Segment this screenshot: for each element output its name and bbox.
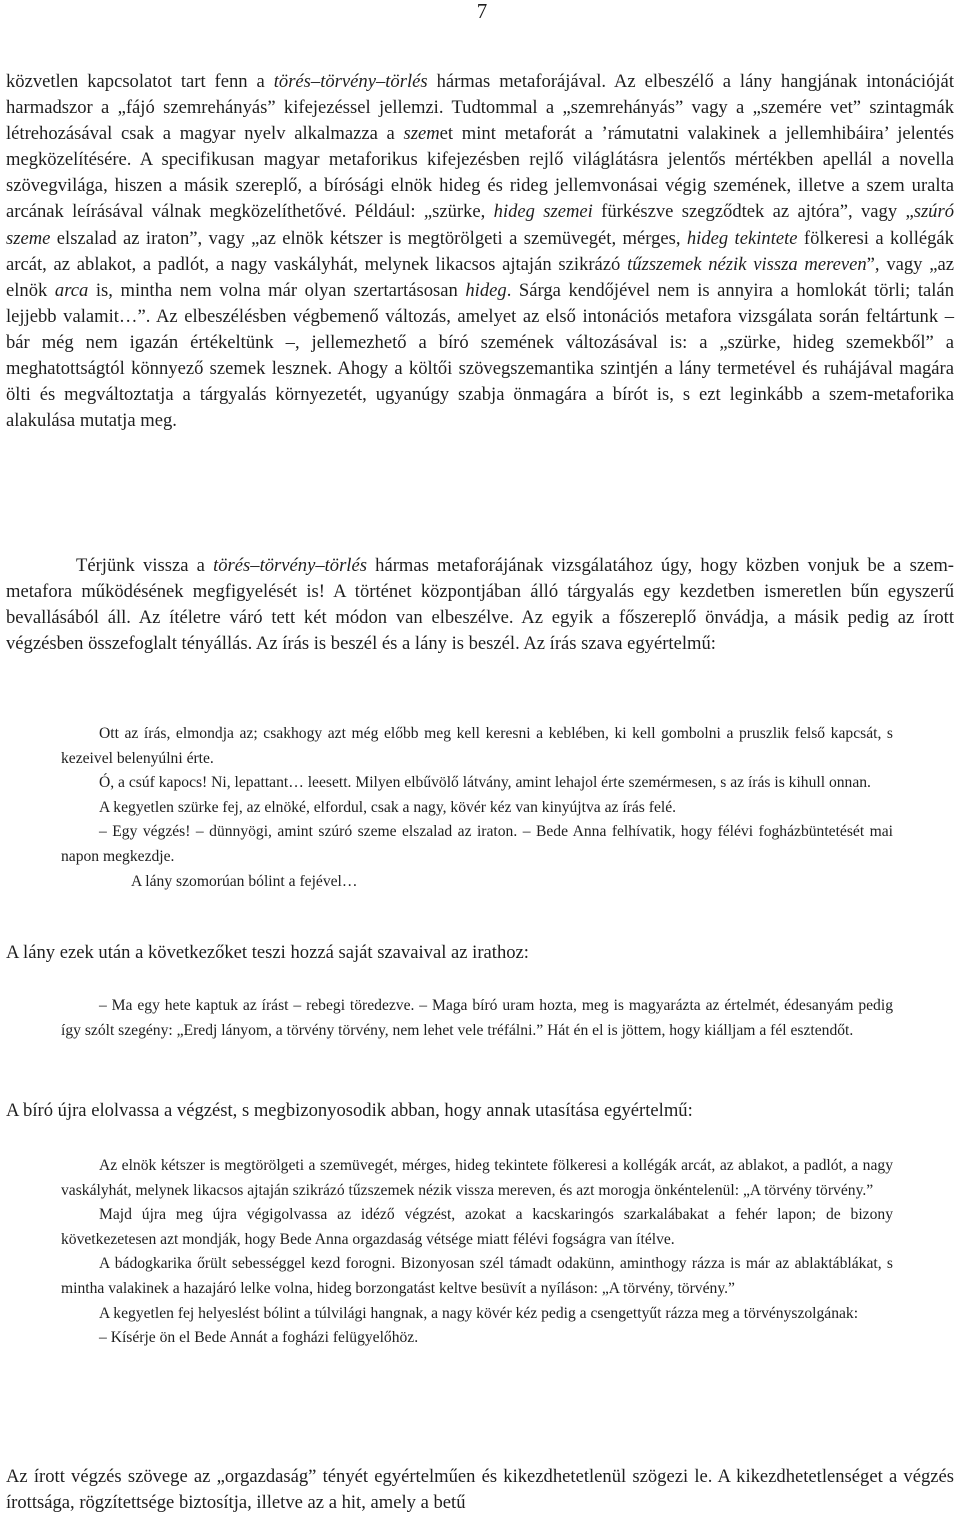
block-quote-1	[61, 722, 893, 894]
emphasis: arca	[54, 279, 89, 301]
quote-line: Majd újra meg újra végigolvassa az idéző végzést, azokat a kacskaringós szarkalábakat a fehér lapon; de bizony következetesen azt mondják, hogy Bede Anna orgazdaság vétsége miatt félévi fogságra van ítélve.	[61, 1206, 893, 1248]
emphasis: tűzszemek nézik vissza mereven	[627, 253, 867, 275]
text-run: közvetlen kapcsolatot tart fenn a	[6, 71, 274, 92]
text-run: fölkeresi a kollégák arcát, az ablakot, a padlót, a nagy vaskályhát, melynek likacsos ajtaján szikrázó	[6, 227, 954, 275]
quote-line: A kegyetlen fej helyeslést bólint a túlvilági hangnak, a nagy kövér kéz pedig a csengettyűt rázza meg a törvényszolgának:	[99, 1304, 859, 1322]
text-run: ”, vagy „az elnök	[6, 253, 954, 301]
body-paragraph-2	[6, 553, 954, 657]
text-run: elszalad az iraton”, vagy „az elnök kétszer is megtörölgeti a szemüvegét, mérges,	[50, 227, 687, 249]
page-number: 7	[476, 0, 488, 23]
quote-line: A bádogkarika őrült sebességgel kezd forogni. Bizonyosan szél támadt odakünn, aminthogy rázza is már az ablaktáblákat, s mintha valakinek a hazajáró lelke volna, hideg borzongatást keltve besüvít a nyíláson: „A törvény, törvény.”	[61, 1255, 893, 1297]
emphasis: hideg szemei	[493, 201, 593, 223]
text-run: fürkészve szegződtek az ajtóra”, vagy „	[592, 201, 914, 223]
quote-line: – Egy végzés! – dünnyögi, amint szúró szeme elszalad az iraton. – Bede Anna felhívatik, hogy félévi fogházbüntetését mai napon megkezdje.	[61, 823, 893, 865]
quote-line: A kegyetlen szürke fej, az elnöké, elfordul, csak a nagy, kövér kéz van kinyújtva az írás felé.	[99, 798, 677, 816]
quote-line: – Kísérje ön el Bede Annát a fogházi felügyelőhöz.	[99, 1329, 419, 1347]
emphasis: törés–törvény–törlés	[213, 555, 367, 576]
emphasis: hideg tekintete	[686, 227, 798, 249]
text-run: hármas metaforájával. Az elbeszélő a lány hangjának intonációját harmadszor a „fájó szemrehányás” kifejezéssel jellemzi. Tudtommal a „szemrehányás” vagy a „szemére vet” szintagmák létrehozásával csak a magyar nyelv alkalmazza a	[6, 71, 954, 145]
text-run: et mint metaforát a ’rámutatni valakinek a jellemhibáira’ jelentés megközelítésére. A specifikusan magyar metaforikus kifejezésben rejlő világlátásra jelentős mértékben apellál a novella szövegvilága, hiszen a másik szereplő, a bírósági elnök hideg és rideg jellemvonásai végig szemének, illetve a szem uralta arcának leírásával válnak megközelíthetővé. Például: „szürke,	[6, 123, 954, 223]
quote-line: Ott az írás, elmondja az; csakhogy azt még előbb meg kell keresni a keblében, ki kell gombolni a pruszlik felső kapcsát, s kezeivel belenyúlni érte.	[61, 725, 893, 767]
body-paragraph-3: Az írott végzés szövege az „orgazdaság” tényét egyértelműen és kikezdhetetlenül szögezi le. A kikezdhetetlenséget a végzés írottsága, rögzítettsége biztosítja, illetve az a hit, amely a betű	[6, 1466, 954, 1514]
block-quote-3	[61, 1154, 893, 1351]
text-run: hármas metaforájának vizsgálatához úgy, hogy közben vonjuk be a szem-metafora működésének megfigyelését is! A történet központjában álló tárgyalás egy kezdetben ismeretlen bűn egyszerű bevallásából áll. Az ítéletre váró tett két módon van elbeszélve. Az egyik a főszereplő önvádja, a másik pedig az írott végzésben összefoglalt tényállás. Az írás is beszél és a lány is beszél. Az írás szava egyértelmű:	[6, 555, 954, 655]
quote-line: Ó, a csúf kapocs! Ni, lepattant… leesett. Milyen elbűvölő látvány, amint lehajol érte szemérmesen, s az írás is kihull onnan.	[99, 774, 871, 792]
intro-line-1: A lány ezek után a következőket teszi hozzá saját szavaival az irathoz:	[6, 942, 529, 963]
emphasis: szem	[403, 123, 440, 145]
text-run: is, mintha nem volna már olyan szertartásosan	[88, 279, 466, 301]
emphasis: szúró szeme	[6, 201, 955, 249]
emphasis: törés–törvény–törlés	[273, 71, 428, 92]
text-run: Térjünk vissza a	[76, 555, 214, 576]
intro-line-2: A bíró újra elolvassa a végzést, s megbizonyosodik abban, hogy annak utasítása egyértelmű:	[6, 1100, 693, 1121]
text-run: . Sárga kendőjével nem is annyira a homlokát törli; talán lejjebb valamit…”. Az elbeszélésben végbemenő változás, amelyet az első intonációs metafora vizsgálata során feltártunk – bár még nem igazán értékeltünk –, jellemezhető a bíró szemének változásával is: a „szürke, hideg szemekből” a meghatottságtól könnyező szemek lesznek. Ahogy a költői szövegszemantika szintjén a lány termetével és ruhájával magára ölti és megváltoztatja a tárgyalás környezetét, ugyanúgy szabja önmagára a bírót is, s ezt leginkább a szem-metaforika alakulása mutatja meg.	[6, 279, 954, 432]
quote-line: A lány szomorúan bólint a fejével…	[131, 872, 358, 890]
body-paragraph-1	[6, 69, 954, 434]
quote-line: – Ma egy hete kaptuk az írást – rebegi töredezve. – Maga bíró uram hozta, meg is magyarázta az értelmét, édesanyám pedig így szólt szegény: „Eredj lányom, a törvény törvény, nem lehet vele tréfálni.” Hát én el is jöttem, hogy kiálljam a fél esztendőt.	[61, 997, 893, 1039]
block-quote-2	[61, 994, 893, 1043]
emphasis: hideg	[465, 279, 507, 301]
quote-line: Az elnök kétszer is megtörölgeti a szemüvegét, mérges, hideg tekintete fölkeresi a kollégák arcát, az ablakot, a padlót, a nagy vaskályhát, melynek likacsos ajtaján szikrázó tűzszemek nézik vissza mereven, és azt morogja önkéntelenül: „A törvény törvény.”	[61, 1157, 893, 1199]
